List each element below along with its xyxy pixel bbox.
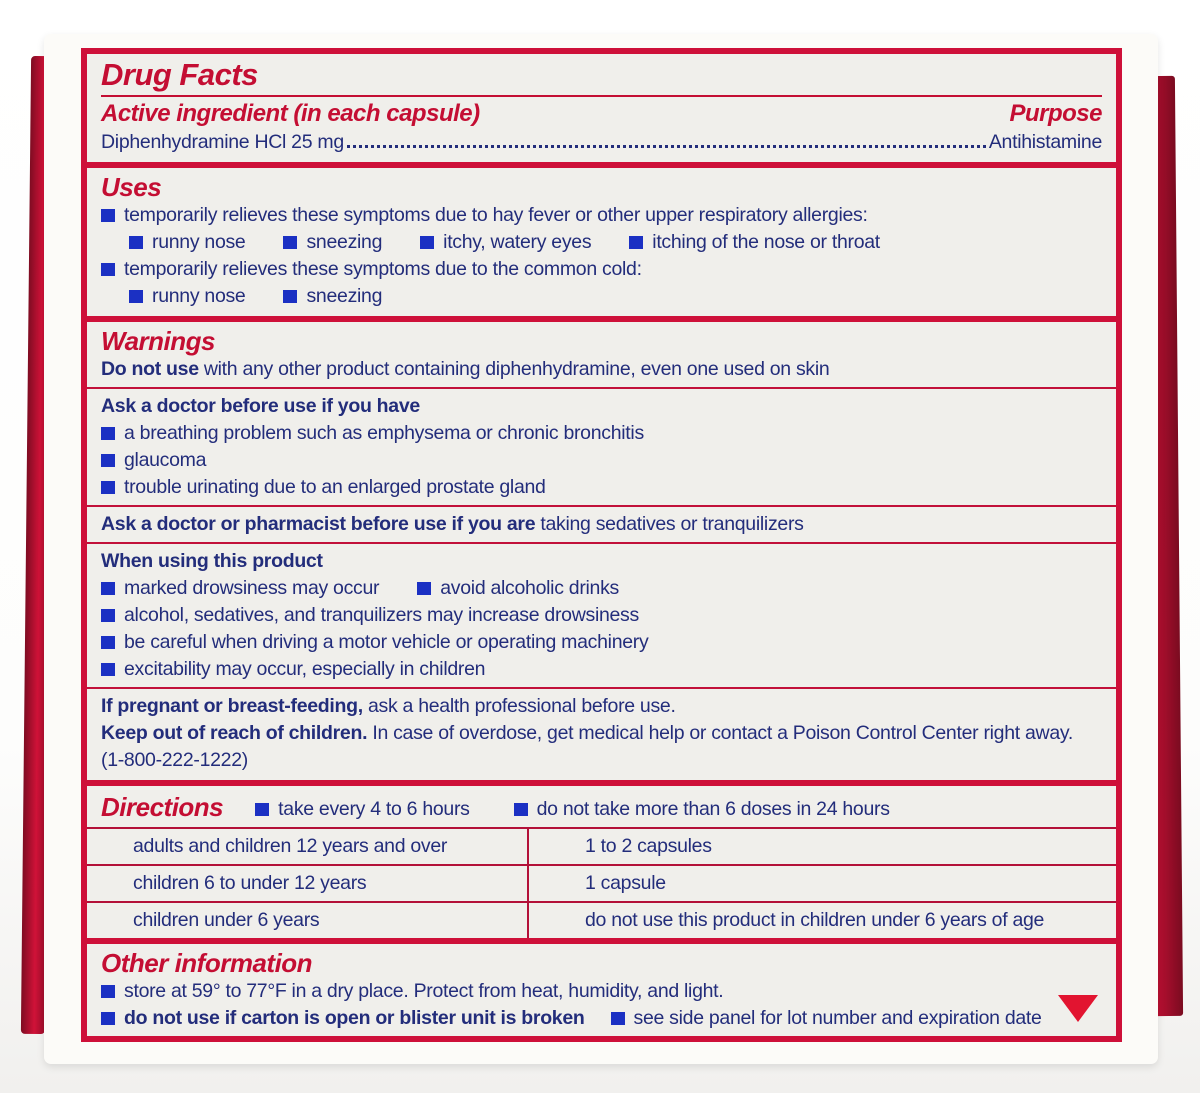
pregnant-line: [101, 693, 1102, 720]
symptom-text: itchy, watery eyes: [443, 231, 592, 253]
age-group-cell: children under 6 years: [133, 909, 320, 931]
bullet-icon: [283, 290, 297, 303]
when-using-row-1: [101, 575, 1102, 602]
section-other-information: [87, 944, 1116, 1038]
bullet-icon: [101, 1012, 115, 1025]
dosage-table: [87, 827, 1116, 938]
when-using-item: [101, 575, 379, 602]
ask-pharmacist-text: taking sedatives or tranquilizers: [535, 513, 804, 535]
dose-cell: do not use this product in children under 6 years of age: [527, 903, 1116, 938]
ask-doctor-item: [101, 474, 1102, 501]
symptom-item: [129, 283, 245, 310]
age-group-cell: adults and children 12 years and over: [133, 835, 448, 857]
section-directions: [87, 786, 1116, 938]
bullet-icon: [101, 481, 115, 494]
lot-number-text: see side panel for lot number and expiration date: [633, 1007, 1042, 1029]
when-using-item-text: excitability may occur, especially in children: [124, 658, 486, 680]
warnings-heading: Warnings: [101, 326, 215, 356]
bullet-icon: [101, 985, 115, 998]
bullet-icon: [283, 236, 297, 249]
bullet-icon: [101, 609, 115, 622]
drug-facts-panel: [81, 48, 1122, 1042]
carton-warning-text: do not use if carton is open or blister unit is broken: [124, 1007, 585, 1029]
bullet-icon: [420, 236, 434, 249]
bullet-icon: [101, 663, 115, 676]
symptom-text: runny nose: [152, 231, 246, 253]
keep-out-lead: Keep out of reach of children.: [101, 722, 368, 744]
when-using-item: [101, 629, 1102, 656]
uses-symptoms-row-1: [129, 229, 1102, 256]
dose-cell: 1 capsule: [527, 866, 1116, 901]
bullet-icon: [129, 236, 143, 249]
when-using-item-text: marked drowsiness may occur: [124, 577, 380, 599]
when-using-item-text: avoid alcoholic drinks: [440, 577, 619, 599]
directions-bullet: [255, 796, 469, 823]
ask-doctor-item-text: glaucoma: [124, 449, 207, 471]
uses-bullet-2-text: temporarily relieves these symptoms due to the common cold:: [124, 258, 642, 280]
active-ingredient-row: [101, 129, 1102, 156]
bullet-icon: [514, 803, 528, 816]
subsection-rule: [87, 687, 1116, 689]
dosage-table-row: [87, 827, 1116, 864]
bullet-icon: [255, 803, 269, 816]
symptom-item: [129, 229, 245, 256]
directions-bullet-text: take every 4 to 6 hours: [278, 798, 470, 820]
subsection-rule: [87, 542, 1116, 544]
pregnant-text: ask a health professional before use.: [362, 695, 676, 717]
title-rule: [101, 95, 1102, 97]
bullet-icon: [101, 454, 115, 467]
symptom-text: sneezing: [306, 231, 383, 253]
uses-heading: Uses: [101, 172, 162, 202]
bullet-icon: [101, 263, 115, 276]
subsection-rule: [87, 387, 1116, 389]
uses-symptoms-row-2: [129, 283, 1102, 310]
bullet-icon: [101, 582, 115, 595]
when-using-heading: [101, 548, 1102, 575]
when-using-item: [101, 602, 1102, 629]
other-info-row-2: [101, 1005, 1102, 1032]
active-ingredient-heading-row: [101, 99, 1102, 129]
when-using-item: [101, 656, 1102, 683]
when-using-lead: When using this product: [101, 550, 323, 572]
directions-bullet-text: do not take more than 6 doses in 24 hours: [536, 798, 890, 820]
dosage-table-row: [87, 901, 1116, 938]
ask-doctor-item-text: a breathing problem such as emphysema or chronic bronchitis: [124, 422, 644, 444]
other-info-item: [611, 1005, 1042, 1032]
symptom-text: sneezing: [306, 285, 383, 307]
symptom-text: runny nose: [152, 285, 246, 307]
keep-out-line: [101, 720, 1102, 747]
dosage-table-row: [87, 864, 1116, 901]
purpose-value: Antihistamine: [988, 131, 1102, 153]
ask-pharmacist-lead: Ask a doctor or pharmacist before use if you are: [101, 513, 536, 535]
when-using-item-text: alcohol, sedatives, and tranquilizers may increase drowsiness: [124, 604, 639, 626]
directions-bullet: [514, 796, 890, 823]
ask-doctor-heading: [101, 393, 1102, 420]
ingredient-name: Diphenhydramine HCl 25 mg: [101, 131, 344, 153]
directions-heading-row: [87, 786, 1116, 827]
section-header: [87, 54, 1116, 162]
section-uses: [87, 168, 1116, 316]
subsection-rule: [87, 505, 1116, 507]
bullet-icon: [417, 582, 431, 595]
age-group-cell: children 6 to under 12 years: [133, 872, 367, 894]
symptom-item: [420, 229, 591, 256]
uses-bullet-2: [101, 256, 1102, 283]
symptom-text: itching of the nose or throat: [652, 231, 880, 253]
poison-control-phone: (1-800-222-1222): [101, 749, 248, 771]
carton-back-face: [44, 34, 1158, 1064]
ask-doctor-lead: Ask a doctor before use if you have: [101, 395, 420, 417]
ask-doctor-item: [101, 420, 1102, 447]
do-not-use-lead: Do not use: [101, 358, 199, 380]
section-warnings: [87, 322, 1116, 780]
when-using-item: [417, 575, 619, 602]
pregnant-lead: If pregnant or breast-feeding,: [101, 695, 363, 717]
uses-bullet-1-text: temporarily relieves these symptoms due to hay fever or other upper respiratory allergies:: [124, 204, 868, 226]
uses-bullet-1: [101, 202, 1102, 229]
ask-pharmacist-line: [101, 511, 1102, 538]
dot-leader: [347, 145, 986, 148]
other-info-item: [101, 978, 1102, 1005]
storage-text: store at 59° to 77°F in a dry place. Protect from heat, humidity, and light.: [124, 980, 724, 1002]
ask-doctor-item-text: trouble urinating due to an enlarged prostate gland: [124, 476, 546, 498]
bullet-icon: [611, 1012, 625, 1025]
symptom-item: [283, 283, 382, 310]
ask-doctor-item: [101, 447, 1102, 474]
bullet-icon: [101, 636, 115, 649]
keep-out-text: In case of overdose, get medical help or contact a Poison Control Center right away.: [367, 722, 1073, 744]
dose-cell: 1 to 2 capsules: [527, 829, 1116, 864]
do-not-use-line: [101, 356, 1102, 383]
do-not-use-text: with any other product containing diphenhydramine, even one used on skin: [198, 358, 830, 380]
panel-title: Drug Facts: [101, 57, 258, 92]
directions-heading: Directions: [101, 792, 224, 822]
bullet-icon: [101, 209, 115, 222]
symptom-item: [283, 229, 382, 256]
triangle-down-icon: [1058, 995, 1098, 1022]
other-information-heading: Other information: [101, 948, 313, 978]
other-info-item: [101, 1005, 585, 1032]
bullet-icon: [101, 427, 115, 440]
bullet-icon: [129, 290, 143, 303]
when-using-item-text: be careful when driving a motor vehicle or operating machinery: [124, 631, 649, 653]
active-ingredient-heading: Active ingredient (in each capsule): [101, 100, 480, 127]
bullet-icon: [629, 236, 643, 249]
symptom-item: [629, 229, 880, 256]
purpose-heading: Purpose: [1009, 100, 1102, 127]
